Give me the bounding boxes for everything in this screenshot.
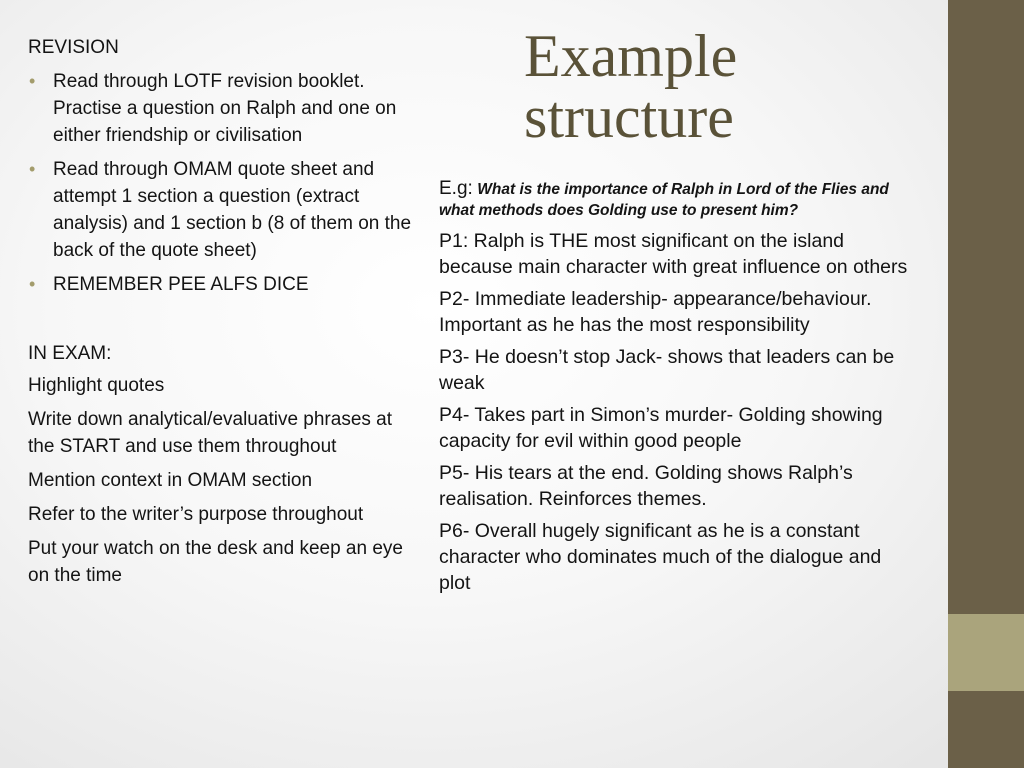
exam-item: Mention context in OMAM section [28, 470, 313, 491]
example-column [439, 178, 909, 602]
paragraph-point-5: P5- His tears at the end. Golding shows Ralph’s realisation. Reinforces themes. [439, 462, 853, 510]
question-text: What is the importance of Ralph in Lord of the Flies and what methods does Golding use to present him? [439, 181, 889, 219]
slide-title: Example structure [524, 23, 738, 150]
exam-heading: IN EXAM: [28, 343, 112, 364]
eg-label: E.g: [439, 178, 473, 199]
bullet-dot-icon: • [29, 274, 36, 294]
revision-bullet-item [28, 271, 423, 298]
bullet-dot-icon: • [29, 71, 36, 91]
exam-item: Refer to the writer’s purpose throughout [28, 504, 364, 525]
revision-column [28, 36, 423, 596]
revision-heading: REVISION [28, 37, 119, 58]
revision-bullet-item [28, 156, 423, 264]
exam-item: Highlight quotes [28, 375, 165, 396]
revision-bullet-text: Read through OMAM quote sheet and attempt 1 section a question (extract analysis) and 1 section b (8 of them on the back of the quote sheet) [53, 159, 412, 261]
revision-bullet-list [28, 68, 423, 298]
paragraph-point-4: P4- Takes part in Simon’s murder- Golding showing capacity for evil within good people [439, 404, 883, 452]
exam-item: Write down analytical/evaluative phrases at the START and use them throughout [28, 409, 393, 457]
bullet-dot-icon: • [29, 159, 36, 179]
revision-bullet-text: Read through LOTF revision booklet. Practise a question on Ralph and one on either friendship or civilisation [53, 71, 397, 146]
paragraph-point-1: P1: Ralph is THE most significant on the island because main character with great influence on others [439, 230, 908, 278]
example-question [439, 178, 909, 221]
revision-bullet-text: REMEMBER PEE ALFS DICE [53, 274, 309, 295]
decorative-side-bar-accent [948, 614, 1024, 691]
paragraph-point-6: P6- Overall hugely significant as he is a constant character who dominates much of the dialogue and plot [439, 520, 882, 594]
revision-bullet-item [28, 68, 423, 149]
exam-item: Put your watch on the desk and keep an eye on the time [28, 538, 403, 586]
paragraph-point-3: P3- He doesn’t stop Jack- shows that leaders can be weak [439, 346, 895, 394]
paragraph-point-2: P2- Immediate leadership- appearance/behaviour. Important as he has the most responsibility [439, 288, 872, 336]
